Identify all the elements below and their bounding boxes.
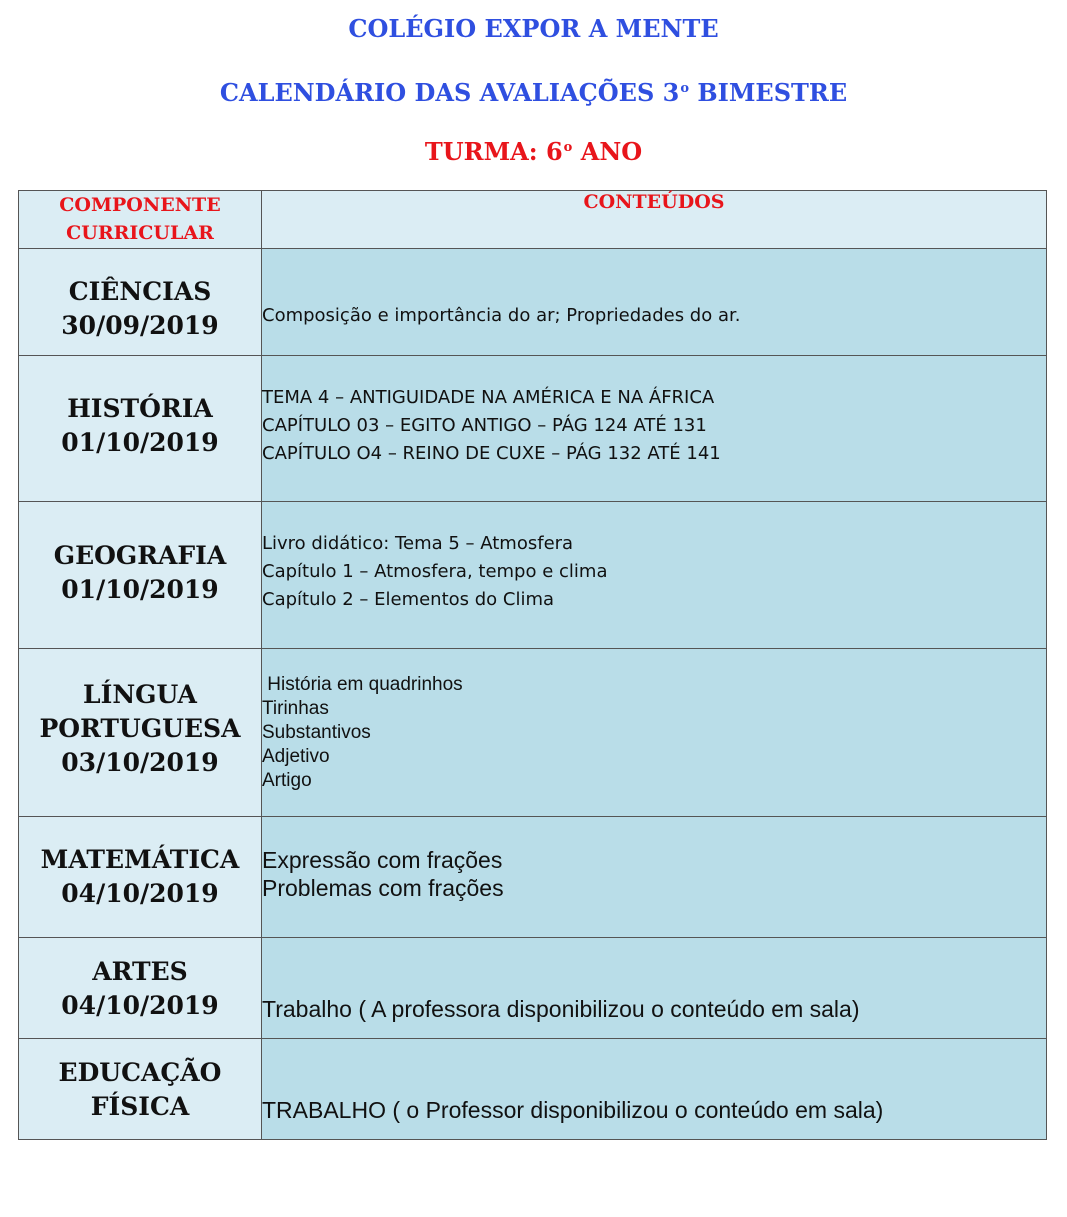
subject-name: ARTES — [92, 957, 188, 986]
exam-date: 01/10/2019 — [61, 428, 219, 457]
exam-calendar-table — [18, 190, 1047, 1140]
table-row — [19, 356, 1047, 502]
subject-name: FÍSICA — [90, 1092, 190, 1121]
content-line: TRABALHO ( o Professor disponibilizou o conteúdo em sala) — [262, 1097, 884, 1123]
content-cell — [262, 356, 1047, 502]
content-line: Substantivos — [262, 722, 371, 743]
content-cell — [262, 649, 1047, 817]
subject-cell — [19, 249, 262, 356]
content-line: CAPÍTULO 03 – EGITO ANTIGO – PÁG 124 ATÉ 131 — [262, 415, 707, 436]
calendar-title — [0, 74, 1067, 108]
exam-date: 01/10/2019 — [61, 574, 219, 604]
contents-column-header: CONTEÚDOS — [262, 191, 1047, 249]
class-label-ordinal: o — [563, 140, 573, 155]
subject-name: LÍNGUA — [83, 679, 197, 709]
exam-date: 30/09/2019 — [61, 311, 219, 340]
content-line: Capítulo 2 – Elementos do Clima — [262, 589, 555, 610]
content-cell — [262, 502, 1047, 649]
component-header-line: COMPONENTE — [59, 194, 221, 216]
content-line: Adjetivo — [262, 746, 330, 767]
content-line: CAPÍTULO O4 – REINO DE CUXE – PÁG 132 ATÉ 141 — [262, 443, 721, 464]
table-row — [19, 649, 1047, 817]
calendar-title-ordinal: o — [680, 81, 689, 96]
school-name: COLÉGIO EXPOR A MENTE — [348, 14, 719, 43]
table-row — [19, 817, 1047, 938]
subject-name: EDUCAÇÃO — [58, 1058, 222, 1087]
content-line: TEMA 4 – ANTIGUIDADE NA AMÉRICA E NA ÁFRICA — [262, 387, 715, 408]
table-row — [19, 938, 1047, 1039]
subject-name: GEOGRAFIA — [53, 540, 227, 570]
exam-date: 03/10/2019 — [61, 747, 219, 777]
component-column-header — [19, 191, 262, 249]
content-line: Livro didático: Tema 5 – Atmosfera — [262, 533, 574, 554]
subject-name: MATEMÁTICA — [40, 845, 240, 874]
calendar-title-end: BIMESTRE — [689, 78, 848, 107]
content-cell — [262, 817, 1047, 938]
subject-name: HISTÓRIA — [67, 394, 213, 423]
subject-cell — [19, 817, 262, 938]
subject-cell — [19, 502, 262, 649]
subject-cell — [19, 356, 262, 502]
table-header-row — [19, 191, 1047, 249]
content-cell — [262, 938, 1047, 1039]
content-line: Trabalho ( A professora disponibilizou o conteúdo em sala) — [262, 996, 860, 1022]
class-label-end: ANO — [572, 137, 643, 166]
component-header-line: CURRICULAR — [66, 222, 214, 244]
content-line: Capítulo 1 – Atmosfera, tempo e clima — [262, 561, 608, 582]
content-line: Composição e importância do ar; Propriedades do ar. — [262, 305, 741, 326]
class-label-prefix: TURMA: 6 — [424, 137, 563, 166]
class-label — [0, 133, 1067, 167]
content-line: Problemas com frações — [262, 875, 504, 901]
content-line: Artigo — [262, 770, 312, 791]
content-line: História em quadrinhos — [262, 674, 463, 695]
subject-cell — [19, 1039, 262, 1140]
content-line: Tirinhas — [262, 698, 329, 719]
subject-cell — [19, 938, 262, 1039]
subject-name: PORTUGUESA — [39, 713, 241, 743]
content-line: Expressão com frações — [262, 847, 503, 873]
table-row — [19, 1039, 1047, 1140]
table-row — [19, 502, 1047, 649]
subject-cell — [19, 649, 262, 817]
content-cell — [262, 1039, 1047, 1140]
exam-date: 04/10/2019 — [61, 991, 219, 1020]
calendar-title-main: CALENDÁRIO DAS AVALIAÇÕES 3 — [219, 78, 680, 107]
subject-name: CIÊNCIAS — [68, 277, 212, 306]
exam-date: 04/10/2019 — [61, 879, 219, 908]
content-cell — [262, 249, 1047, 356]
table-row — [19, 249, 1047, 356]
